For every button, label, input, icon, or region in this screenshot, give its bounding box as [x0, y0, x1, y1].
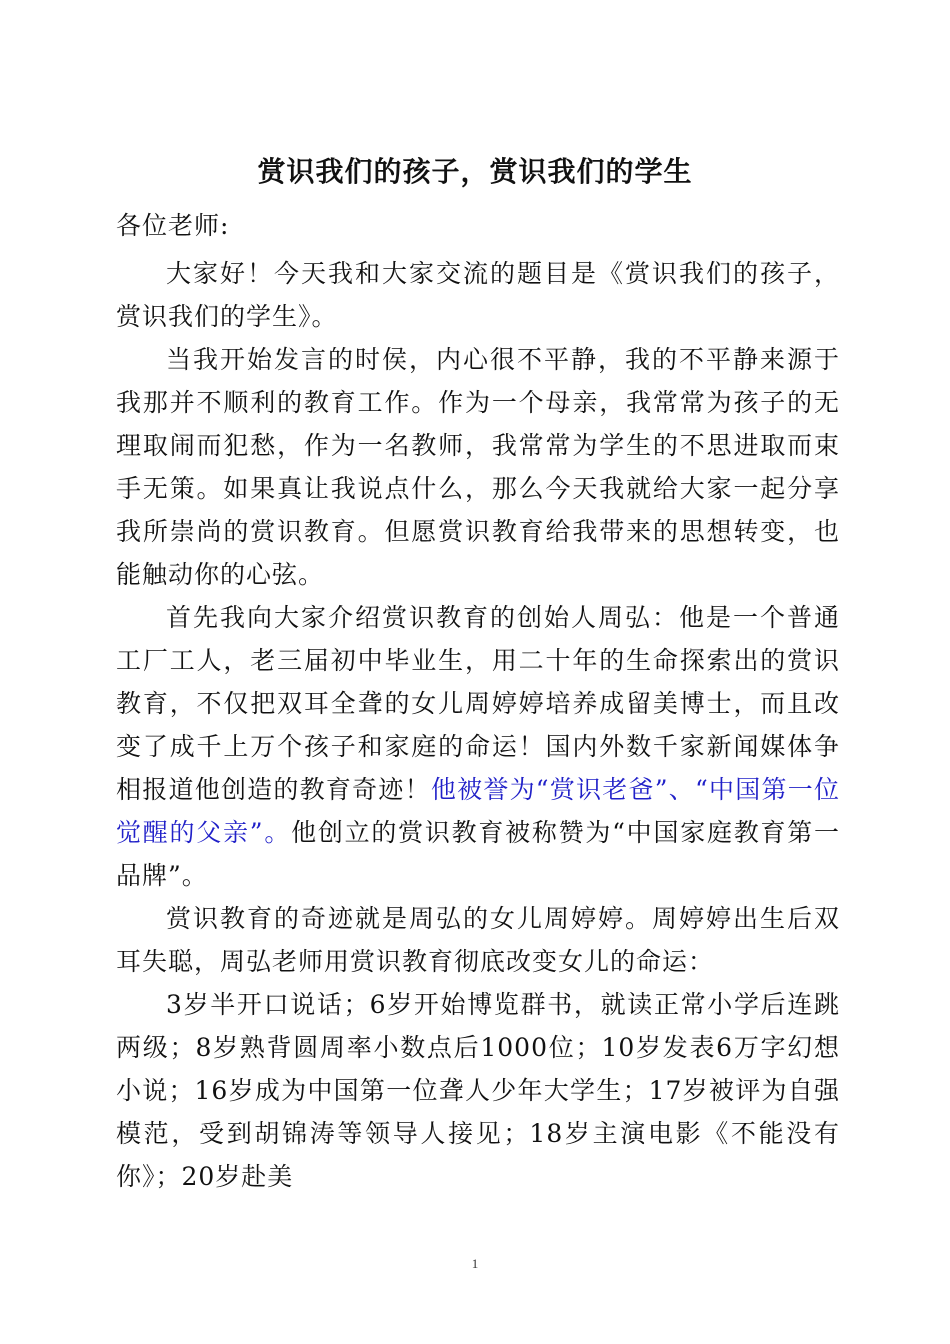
- paragraph-achievements: 3岁半开口说话；6岁开始博览群书，就读正常小学后连跳两级；8岁熟背圆周率小数点后1000位；10岁发表6万字幻想小说；16岁成为中国第一位聋人少年大学生；17岁被评为自强模范，受到胡锦涛等领导人接见；18岁主演电影《不能没有你》；20岁赴美: [116, 990, 840, 1191]
- paragraph-greeting: 大家好！今天我和大家交流的题目是《赏识我们的孩子，赏识我们的学生》。: [116, 259, 840, 331]
- paragraph-zhou-tingting: 赏识教育的奇迹就是周弘的女儿周婷婷。周婷婷出生后双耳失聪，周弘老师用赏识教育彻底改变女儿的命运：: [116, 904, 840, 976]
- highlighted-quote: 他被誉为“赏识老爸”、“中国第一位觉醒的父亲”。: [116, 775, 840, 847]
- page-number: 1: [471, 1256, 479, 1271]
- document-body: [116, 204, 840, 1198]
- paragraph-introduction: 当我开始发言的时侯，内心很不平静，我的不平静来源于我那并不顺利的教育工作。作为一个母亲，我常常为孩子的无理取闹而犯愁，作为一名教师，我常常为学生的不思进取而束手无策。如果真让我说点什么，那么今天我就给大家一起分享我所崇尚的赏识教育。但愿赏识教育给我带来的思想转变，也能触动你的心弦。: [116, 345, 840, 589]
- paragraph-zhou-hong-text: 首先我向大家介绍赏识教育的创始人周弘：他是一个普通工厂工人，老三届初中毕业生，用二十年的生命探索出的赏识教育，不仅把双耳全聋的女儿周婷婷培养成留美博士，而且改变了成千上万个孩子和家庭的命运！国内外数千家新闻媒体争相报道他创造的教育奇迹！: [116, 603, 840, 804]
- salutation: 各位老师:: [116, 211, 230, 240]
- page-title: 赏识我们的孩子，赏识我们的学生: [257, 155, 693, 188]
- paragraph-zhou-hong-text-end: 他创立的赏识教育被称赞为“中国家庭教育第一品牌”。: [116, 818, 840, 890]
- paragraph-zhou-hong: [116, 596, 840, 897]
